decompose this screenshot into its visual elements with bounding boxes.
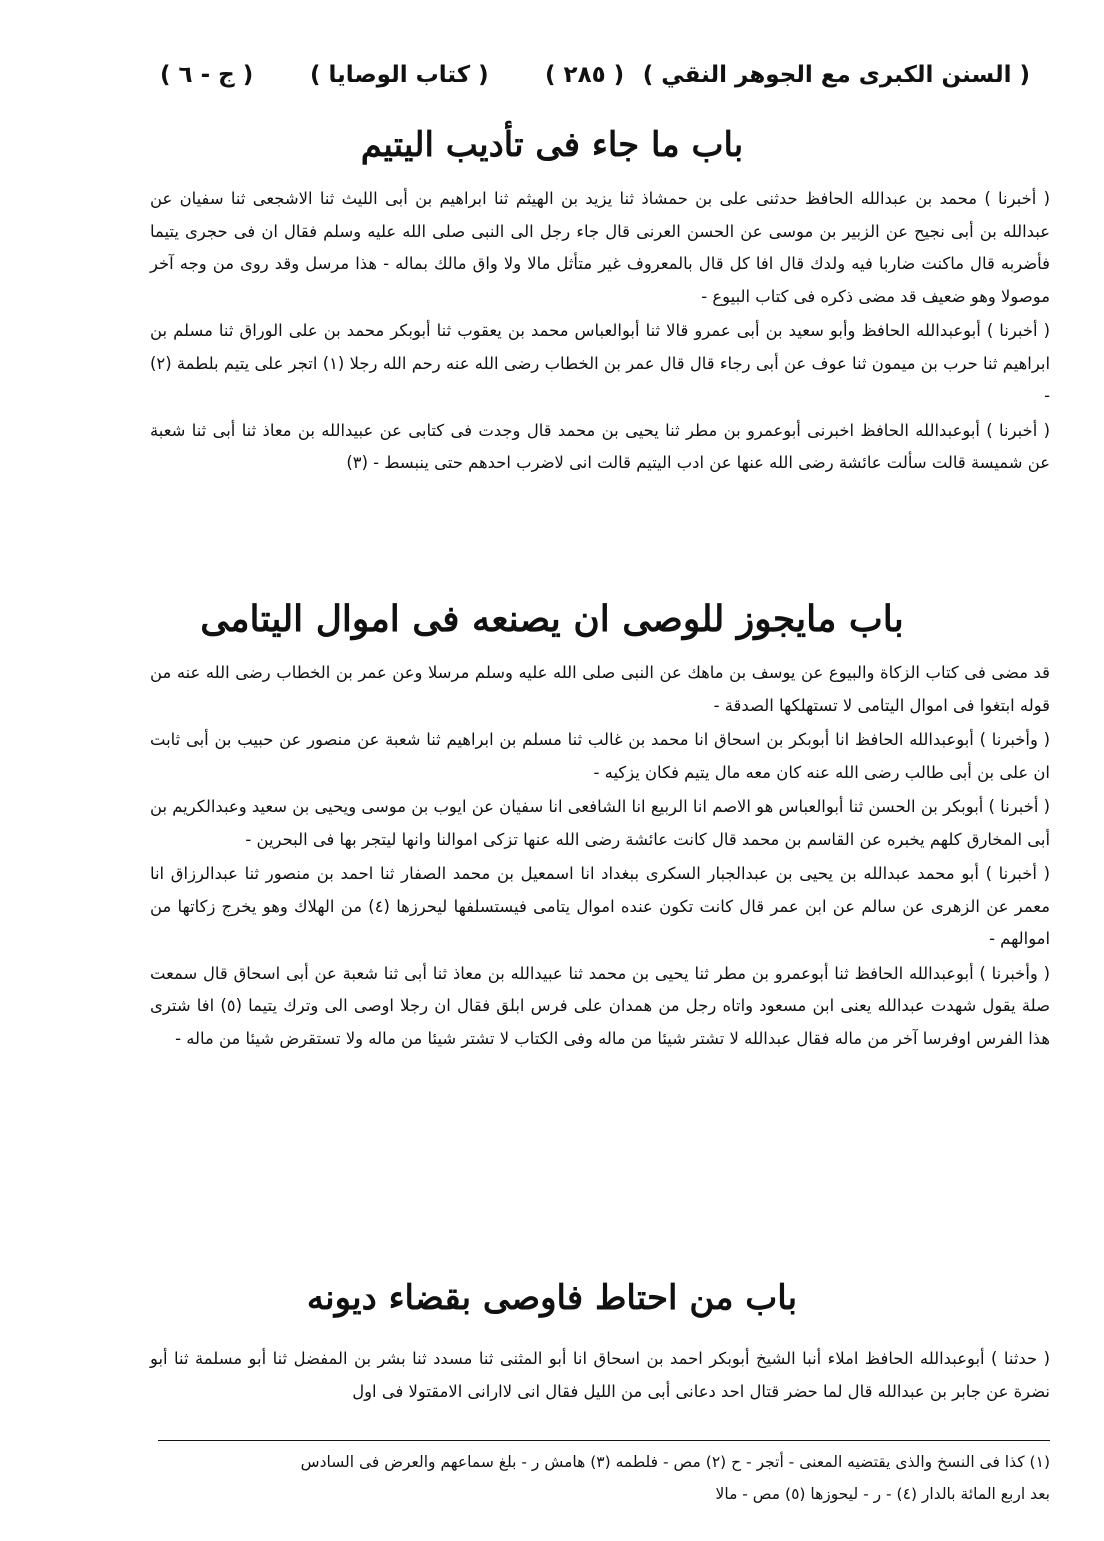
footnote-line: بعد اربع المائة بالدار (٤) - ر - ليحوزها (٥) مص - مالا [715, 1485, 1050, 1503]
paragraph: ( وأخبرنا ) أبوعبدالله الحافظ انا أبوبكر بن اسحاق انا محمد بن غالب ثنا مسلم بن ابراهيم ثنا شعبة عن منصور عن حبيب بن أبى ثابت ان على بن أبى طالب رضى الله عنه كان معه مال يتيم فكان يزكيه - [150, 730, 1050, 782]
paragraph: ( أخبرنا ) أبوعبدالله الحافظ اخبرنى أبوعمرو بن مطر ثنا يحيى بن محمد قال وجدت فى كتابى عن عبيدالله بن معاذ ثنا أبى ثنا شعبة عن شميسة قالت سألت عائشة رضى الله عنها عن ادب اليتيم قالت انى لاضرب احدهم حتى ينبسط - (٣) [150, 420, 1050, 472]
footnote-line: (١) كذا فى النسخ والذى يقتضيه المعنى - أتجر - ح (٢) مص - فلطمه (٣) هامش ر - بلغ سماعهم والعرض فى السادس [300, 1453, 1050, 1471]
running-header [160, 62, 1030, 102]
paragraph: ( أخبرنا ) أبوبكر بن الحسن ثنا أبوالعباس هو الاصم انا الربيع انا الشافعى انا سفيان عن ايوب بن موسى ويحيى بن سعيد وعبدالكريم بن أبى المخارق كلهم يخبره عن القاسم بن محمد قال كانت عائشة رضى الله عنها تزكى اموالنا وانها ليتجر بها فى البحرين - [150, 797, 1050, 849]
header-page-number: ( ٢٨٥ ) [545, 62, 625, 88]
section-body [150, 183, 1050, 482]
paragraph: ( أخبرنا ) محمد بن عبدالله الحافظ حدثنى على بن حمشاذ ثنا يزيد بن الهيثم ثنا ابراهيم بن أبى الليث ثنا الاشجعى ثنا سفيان عن عبدالله بن أبى نجيح عن الزبير بن موسى عن الحسن العرنى قال جاء رجل الى النبى صلى الله عليه وسلم فقال ان فى حجرى يتيما فأضربه قال ماكنت ضاربا فيه ولدك قال افا كل قال بالمعروف غير متأثل مالا ولا واق مالك بماله - هذا مرسل وقد روى من وجه آخر موصولا وهو ضعيف قد مضى ذكره فى كتاب البيوع - [150, 189, 1050, 306]
section-body [150, 657, 1050, 1057]
header-chapter-title: ( كتاب الوصايا ) [310, 62, 489, 88]
section-title: باب ما جاء فى تأديب اليتيم [360, 125, 744, 165]
paragraph: قد مضى فى كتاب الزكاة والبيوع عن يوسف بن ماهك عن النبى صلى الله عليه وسلم مرسلا وعن عمر بن الخطاب رضى الله عنه من قوله ابتغوا فى اموال اليتامى لا تستهلكها الصدقة - [150, 663, 1050, 715]
section-title: باب مايجوز للوصى ان يصنعه فى اموال اليتامى [200, 598, 904, 640]
paragraph: ( حدثنا ) أبوعبدالله الحافظ املاء أنبا الشيخ أبوبكر احمد بن اسحاق انا أبو المثنى ثنا مسدد ثنا بشر بن المفضل ثنا أبو مسلمة ثنا أبو نضرة عن جابر بن عبدالله قال لما حضر قتال احد دعانى أبى من الليل فقال انى لاارانى الامقتولا فى اول [150, 1349, 1050, 1401]
footnote-divider [158, 1440, 1050, 1441]
section-body [150, 1343, 1050, 1410]
footnotes [150, 1446, 1050, 1510]
header-book-title: ( السنن الكبرى مع الجوهر النقي ) [642, 62, 1030, 88]
header-volume-number: ( ج - ٦ ) [160, 62, 254, 88]
section-title: باب من احتاط فاوصى بقضاء ديونه [306, 1278, 798, 1318]
paragraph: ( أخبرنا ) أبوعبدالله الحافظ وأبو سعيد بن أبى عمرو قالا ثنا أبوالعباس محمد بن يعقوب ثنا أبوبكر محمد بن على الوراق ثنا مسلم بن ابراهيم ثنا حرب بن ميمون ثنا عوف عن أبى رجاء قال قال عمر بن الخطاب رضى الله عنه رحم الله رجلا (١) اتجر على يتيم بلطمة (٢) - [150, 321, 1050, 405]
paragraph: ( وأخبرنا ) أبوعبدالله الحافظ ثنا أبوعمرو بن مطر ثنا يحيى بن محمد ثنا عبيدالله بن معاذ ثنا أبى ثنا شعبة عن أبى اسحاق قال سمعت صلة يقول شهدت عبدالله يعنى ابن مسعود واتاه رجل من همدان على فرس ابلق فقال ان رجلا اوصى الى وترك يتيما (٥) افا شترى هذا الفرس اوفرسا آخر من ماله فقال عبدالله لا تشتر شيئا من ماله وفى الكتاب لا تشتر شيئا من ماله ولا تستقرض شيئا من ماله - [150, 963, 1050, 1048]
paragraph: ( أخبرنا ) أبو محمد عبدالله بن يحيى بن عبدالجبار السكرى ببغداد انا اسمعيل بن محمد الصفار ثنا احمد بن منصور ثنا عبدالرزاق انا معمر عن الزهرى عن سالم عن ابن عمر قال كانت تكون عنده اموال يتامى فيستسلفها ليحرزها (٤) من الهلاك وهو يخرج زكاتها من اموالهم - [150, 864, 1050, 948]
